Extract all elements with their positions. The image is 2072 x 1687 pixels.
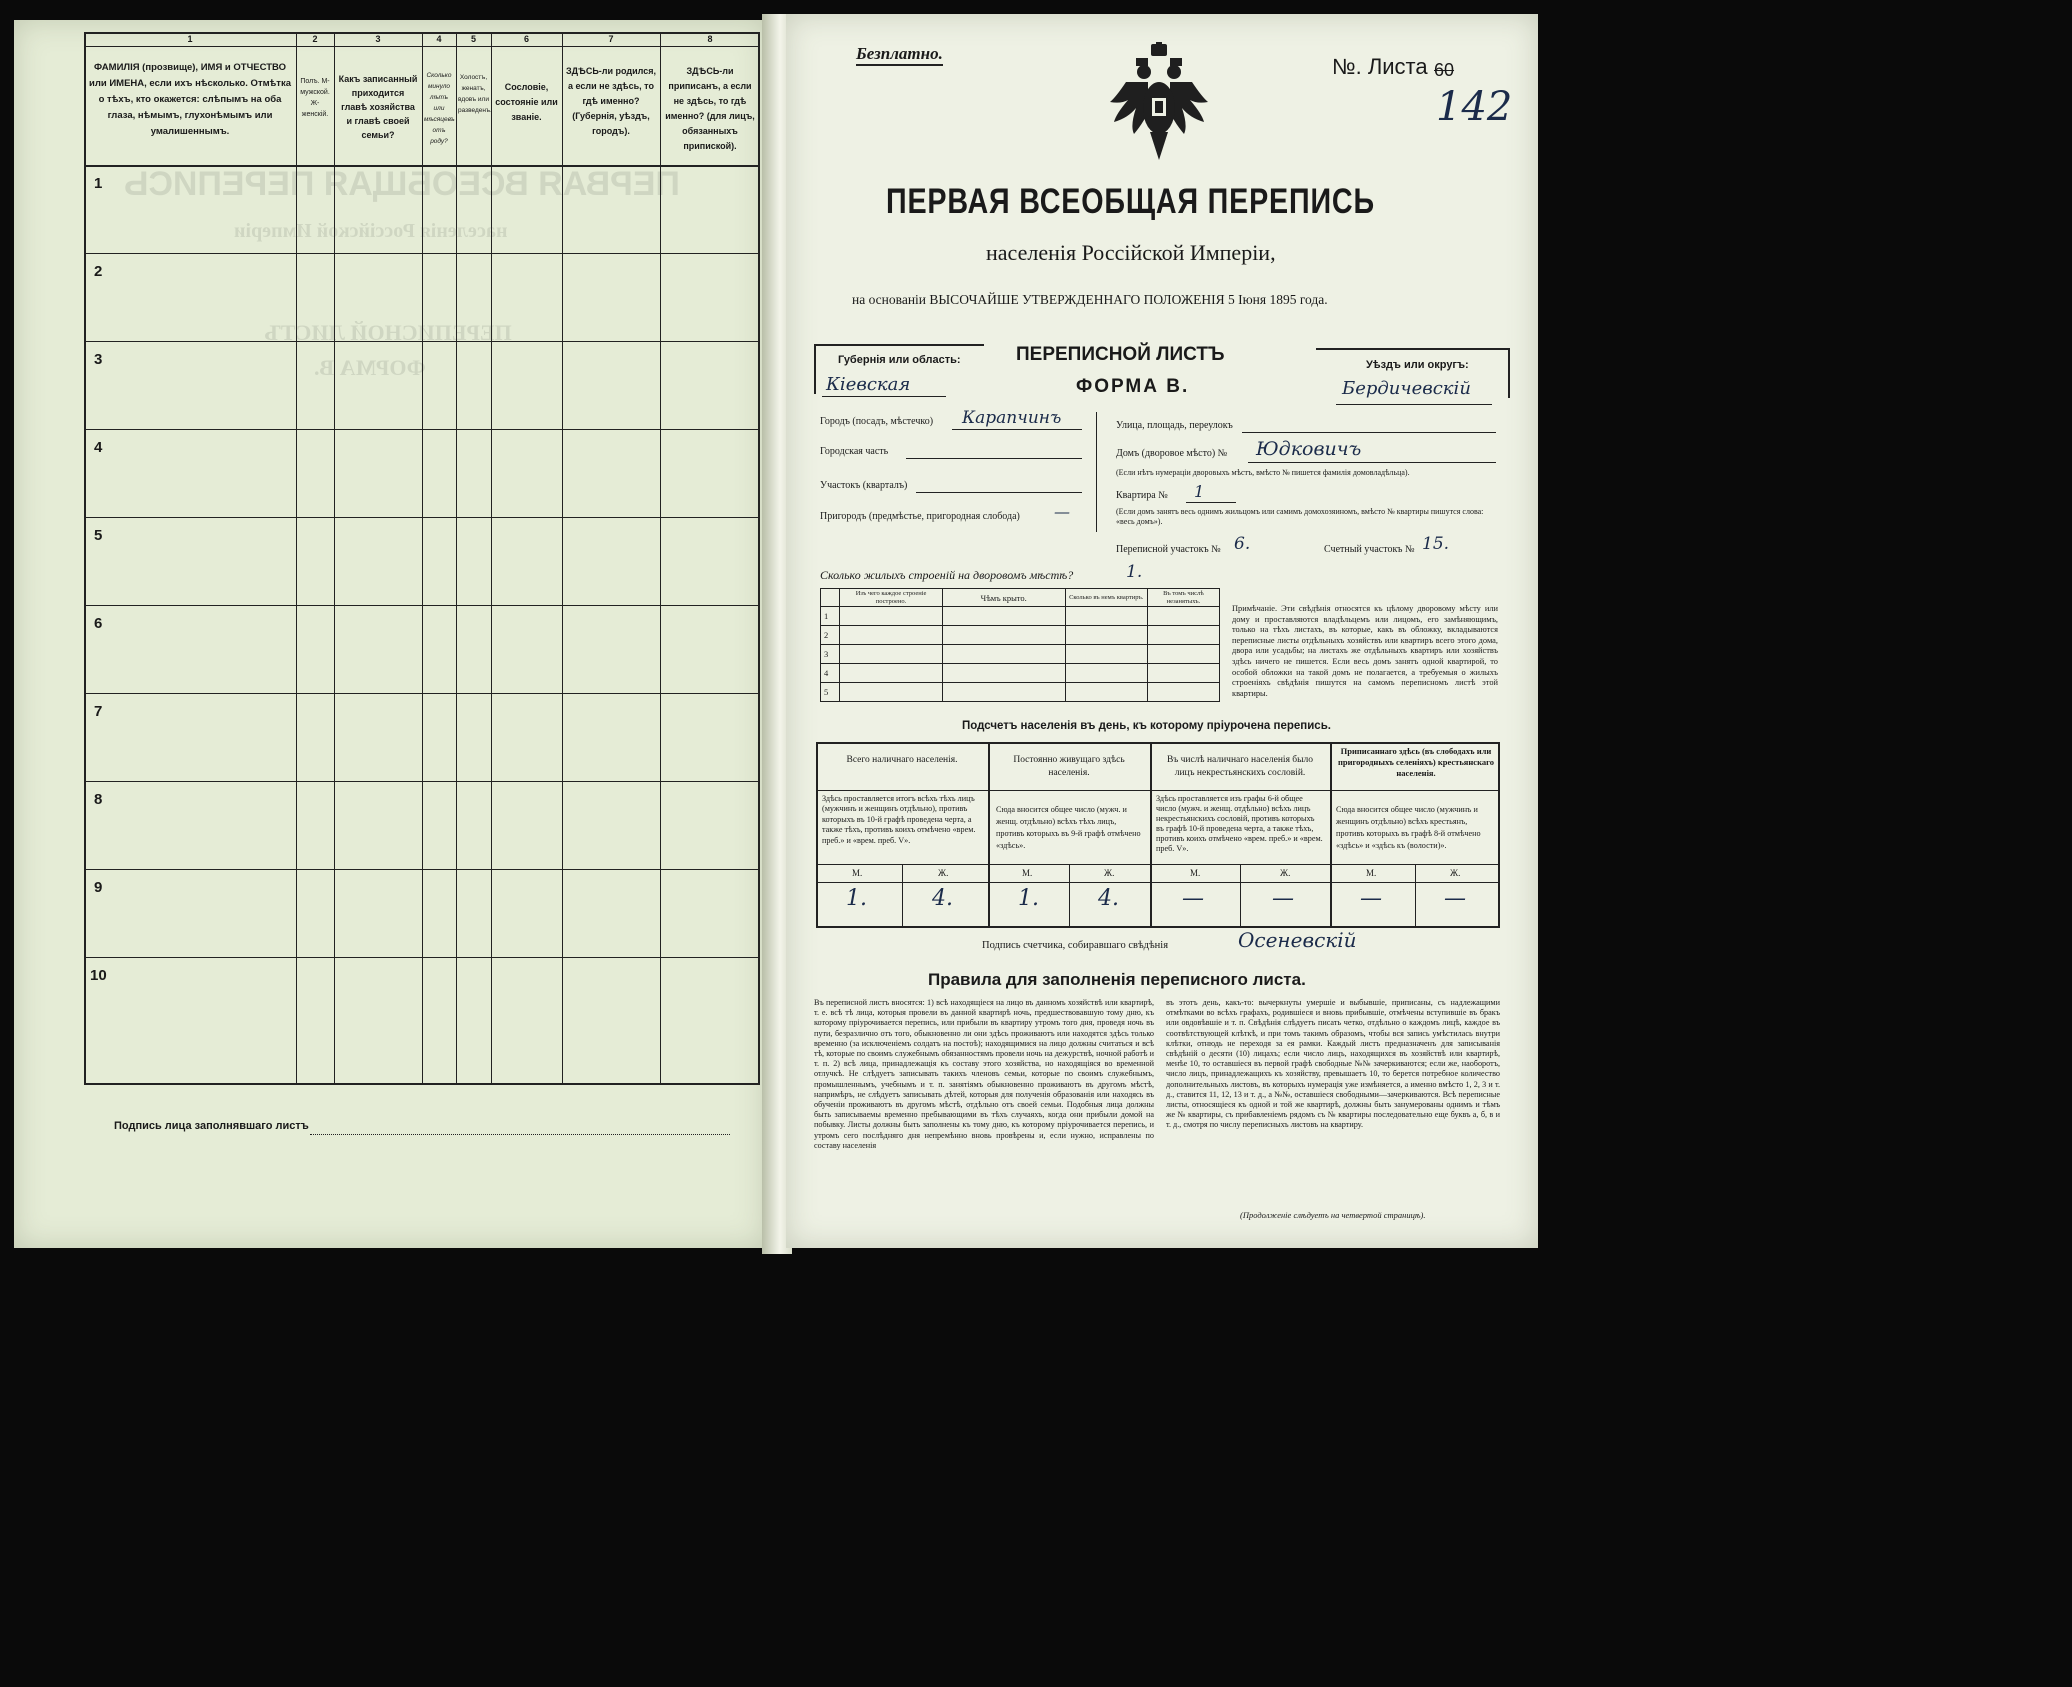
ghost-subtitle: населенія Россійской Имперіи	[234, 220, 508, 242]
col-header-relation: Какъ записанный приходится главѣ хозяйства и главѣ своей семьи?	[338, 74, 418, 140]
buildings-table	[820, 588, 1220, 702]
pop-peasant-m: —	[1360, 886, 1382, 911]
house-note: (Если нѣтъ нумераціи дворовыхъ мѣстъ, вмѣсто № пишется фамилія домовладѣльца).	[1116, 468, 1410, 477]
sheet-form: ФОРМА В.	[1076, 376, 1190, 397]
left-signature-line	[310, 1134, 730, 1135]
sex-label-f: Ж.	[1280, 868, 1291, 878]
row-number-9: 9	[94, 879, 103, 896]
rules-title: Правила для заполненія переписного листа.	[928, 970, 1306, 989]
col-header-marital: Холостъ, женатъ, вдовъ или разведенъ.	[458, 74, 492, 114]
street-label: Улица, площадь, переулокъ	[1116, 420, 1233, 431]
pop-desc-nonpeasant: Здѣсь проставляется изъ графы 6-й общее число (мужч. и женщ. отдѣльно) всѣхъ лицъ некрестьянскихъ сословій, противъ которыхъ въ графѣ 10-й проведена черта, а также тѣхъ, противъ коихъ отмѣчено «врем. преб.» и «врем. преб. V».	[1156, 794, 1323, 853]
sex-label-f: Ж.	[938, 868, 949, 878]
rules-continuation: (Продолженіе слѣдуетъ на четвертой страницѣ).	[1240, 1210, 1426, 1220]
census-area-value: 6.	[1234, 534, 1251, 554]
census-title: ПЕРВАЯ ВСЕОБЩАЯ ПЕРЕПИСЬ	[886, 182, 1375, 221]
row-number-10: 10	[90, 967, 107, 984]
ghost-title: ПЕРВАЯ ВСЕОБЩАЯ ПЕРЕПИСЬ	[124, 165, 680, 203]
pop-nonpeasant-f: —	[1272, 886, 1294, 911]
buildings-col-apartments: Сколько въ немъ квартиръ.	[1065, 589, 1147, 607]
col-number-1: 1	[187, 34, 193, 44]
col-header-birthplace: ЗДѢСЬ-ли родился, а если не здѣсь, то гдѣ именно? (Губернія, уѣздъ, городъ).	[565, 66, 657, 136]
pop-header-permanent: Постоянно живущаго здѣсь населенія.	[1013, 755, 1125, 778]
pop-permanent-m: 1.	[1018, 886, 1039, 911]
col-header-name: ФАМИЛІЯ (прозвище), ИМЯ и ОТЧЕСТВО или ИМЕНА, если ихъ нѣсколько. Отмѣтка о тѣхъ, кто окажется: слѣпымъ на оба глаза, нѣмымъ, глухонѣмымъ или умалишеннымъ.	[89, 62, 291, 137]
right-page	[786, 14, 1538, 1248]
census-area-label: Переписной участокъ №	[1116, 544, 1221, 555]
row-number-4: 4	[94, 439, 103, 456]
district-label: Участокъ (кварталъ)	[820, 480, 908, 491]
counter-signature: Осеневскій	[1238, 928, 1357, 952]
city-label: Городъ (посадъ, мѣстечко)	[820, 416, 934, 427]
col-number-5: 5	[470, 34, 476, 44]
left-signature-label: Подпись лица заполнявшаго листъ	[114, 1120, 309, 1132]
suburb-label: Пригородъ (предмѣстье, пригородная слобода)	[820, 511, 1020, 522]
sex-label-m: М.	[1366, 868, 1377, 878]
left-page	[14, 20, 766, 1248]
row-number-2: 2	[94, 263, 103, 280]
pop-desc-peasant: Сюда вносится общее число (мужчинъ и женщинъ отдѣльно) всѣхъ крестьянъ, противъ которыхъ въ графѣ 8-й отмѣчено «здѣсь» и «здѣсь къ (волости)».	[1336, 805, 1481, 850]
free-label: Безплатно.	[856, 44, 943, 66]
row-number-7: 7	[94, 703, 103, 720]
census-subtitle: населенія Россійской Имперіи,	[986, 240, 1276, 265]
pop-desc-permanent: Сюда вносится общее число (мужч. и женщ. отдѣльно) всѣхъ тѣхъ лицъ, противъ которыхъ въ 9-й графѣ отмѣчено «здѣсь».	[996, 805, 1141, 850]
buildings-question: Сколько жилыхъ строеній на дворовомъ мѣстѣ?	[820, 568, 1074, 582]
sex-label-m: М.	[1022, 868, 1033, 878]
pop-header-nonpeasant: Въ числѣ наличнаго населенія было лицъ некрестьянскихъ сословій.	[1166, 755, 1314, 778]
col-number-7: 7	[608, 34, 614, 44]
pop-desc-present: Здѣсь проставляется итогъ всѣхъ тѣхъ лицъ (мужчинъ и женщинъ отдѣльно), противъ которыхъ въ 10-й графѣ проведена черта, а также тѣхъ, противъ коихъ отмѣчено «врем. преб.» и «врем. преб. V».	[822, 794, 976, 845]
rules-column-right: въ этотъ день, какъ-то: вычеркнуты умершіе и выбывшіе, приписаны, съ надлежащими отмѣтками во всѣхъ графахъ, родившіеся и вновь прибывшіе, отмѣчены вступившіе въ бракъ или овдовѣвшіе и т. п. Свѣдѣнія слѣдуетъ писать четко, отдѣльно о каждомъ лицѣ, каждое въ соотвѣтствующей клѣткѣ, и при томъ такимъ образомъ, чтобы вся запись умѣстилась внутри клѣтки, отнюдь не переходя за ея рамки. Каждый листъ предназначенъ для записыванія свѣдѣній о десяти (10) лицахъ; если число лицъ, находящихся въ хозяйствѣ или квартирѣ, менѣе 10, то оставшіеся въ первой графѣ свободные №№ зачеркиваются; если же, наоборотъ, число лицъ, принадлежащихъ къ хозяйству, превышаетъ 10, то берется потребное количество дополнительныхъ листовъ, въ которыхъ нумерація уже измѣняется, а именно вмѣсто 1, 2, 3 и т. д., ставится 11, 12, 13 и т. д., а №№, оставшіеся свободными—зачеркиваются. Всѣ переписные листы, относящіеся къ одной и той же квартирѣ, должны быть занумерованы однимъ и тѣмъ же № квартиры, съ прибавленіемъ рядомъ съ № квартиры последовательно еще буквъ а, б, в и т. д., смотря по числу переписныхъ листовъ на квартиру.	[1166, 998, 1500, 1130]
col-number-6: 6	[523, 34, 529, 44]
city-part-label: Городская часть	[820, 446, 889, 457]
pop-permanent-f: 4.	[1098, 886, 1119, 911]
buildings-row-number: 3	[821, 645, 840, 664]
gubernia-value: Кіевская	[826, 374, 911, 395]
row-number-3: 3	[94, 351, 103, 368]
row-number-8: 8	[94, 791, 103, 808]
count-area-label: Счетный участокъ №	[1324, 544, 1415, 555]
col-number-2: 2	[312, 34, 318, 44]
ghost-form-title: ПЕРЕПИСНОЙ ЛИСТЪ	[264, 320, 512, 345]
house-label: Домъ (дворовое мѣсто) №	[1116, 448, 1228, 459]
col-number-4: 4	[436, 34, 442, 44]
pop-header-present: Всего наличнаго населенія.	[846, 755, 958, 765]
col-header-registered: ЗДѢСЬ-ли приписанъ, а если не здѣсь, то гдѣ именно? (для лицъ, обязанныхъ припиской).	[665, 66, 755, 151]
suburb-value: —	[1054, 502, 1070, 521]
counter-signature-label: Подпись счетчика, собиравшаго свѣдѣнія	[982, 940, 1169, 951]
buildings-row-number: 4	[821, 664, 840, 683]
sex-label-f: Ж.	[1104, 868, 1115, 878]
city-value: Карапчинъ	[962, 408, 1062, 428]
house-value: Юдковичъ	[1256, 438, 1362, 460]
buildings-row-number: 2	[821, 626, 840, 645]
sheet-number-handwritten: 142	[1436, 84, 1513, 130]
buildings-value: 1.	[1126, 562, 1143, 582]
col-header-age: Сколько минуло лѣтъ или мѣсяцевъ отъ роду?	[424, 72, 455, 145]
rules-column-left: Въ переписной листъ вносятся: 1) всѣ находящіеся на лицо въ данномъ хозяйствѣ или квартирѣ, т. е. всѣ тѣ лица, которыя провели въ данной квартирѣ ночь, предшествовавшую тому дню, къ которому пріурочивается перепись, или прибыли въ квартиру утромъ того дня, проведя ночь въ пути, безразлично отъ того, обыкновенно ли они здѣсь проживаютъ или находятся здѣсь только временно (за исключеніемъ солдатъ на постоѣ); находящимися на лицо должны считаться и всѣ тѣ, которые по своимъ служебнымъ обязанностямъ провели ночь на дежурствѣ, ночной работѣ и т. п. 2) всѣ лица, принадлежащія къ составу этого хозяйства, но находящіяся во временной отлучкѣ. Не слѣдуетъ записывать такихъ членовъ семьи, которые по своимъ служебнымъ, промышленнымъ, учебнымъ и т. п. занятіямъ обыкновенно проживаютъ въ другомъ мѣстѣ, напримѣръ, не слѣдуетъ записывать дѣтей, которыя для полученія образованія или находясь въ обученіи проживаютъ въ другомъ мѣстѣ, отдѣльно отъ своей семьи. Подобныя лица должны быть записываемы временно пребывающими въ тѣхъ случаяхъ, когда они прибыли домой на побывку. Листы должны быть заполнены къ тому дню, къ которому пріурочивается перепись, и утромъ сего послѣдняго дня непремѣнно вновь провѣрены и, если нужно, исправлены по составу населенія	[814, 998, 1154, 1150]
uezd-label: Уѣздъ или округъ:	[1366, 359, 1469, 371]
col-header-estate: Сословіе, состояніе или званіе.	[495, 82, 558, 122]
uezd-value: Бердичевскій	[1342, 378, 1471, 399]
sex-label-m: М.	[1190, 868, 1201, 878]
buildings-row-number: 1	[821, 607, 840, 626]
pop-header-peasant: Приписаннаго здѣсь (въ слободахъ или пригородныхъ селеніяхъ) крестьянскаго населенія.	[1337, 746, 1494, 778]
buildings-note: Примѣчаніе. Эти свѣдѣнія относятся къ цѣлому дворовому мѣсту или дому и проставляются владѣльцемъ или лицомъ, его замѣняющимъ, только на тѣхъ листахъ, въ которые, какъ въ обложку, вкладываются переписные листы отдѣльныхъ хозяйствъ или квартиръ всего этого дома, двора или усадьбы; на листахъ же отдѣльныхъ квартиръ или хозяйствъ здѣсь ничего не пишется. Если весь домъ занятъ одной квартирой, то особой обложки на такой домъ не полагается, а требуемыя о жилыхъ строеніяхъ свѣдѣнія пишутся на самомъ переписномъ листѣ этой квартиры.	[1232, 604, 1498, 698]
row-number-6: 6	[94, 615, 103, 632]
pop-peasant-f: —	[1444, 886, 1466, 911]
apartment-value: 1	[1194, 482, 1205, 501]
row-number-5: 5	[94, 527, 103, 544]
row-number-1: 1	[94, 175, 103, 192]
sex-label-f: Ж.	[1450, 868, 1461, 878]
census-basis: на основаніи ВЫСОЧАЙШЕ УТВЕРЖДЕННАГО ПОЛОЖЕНІЯ 5 Іюня 1895 года.	[852, 292, 1328, 307]
buildings-col-vacant: Въ томъ числѣ незанятыхъ.	[1147, 589, 1219, 607]
sheet-number-struck: 60	[1434, 60, 1455, 80]
buildings-col-roof: Чѣмъ крыто.	[942, 589, 1065, 607]
count-area-value: 15.	[1422, 534, 1450, 554]
eagle-emblem-icon	[1106, 42, 1212, 172]
pop-present-f: 4.	[932, 886, 953, 911]
apartment-note: (Если домъ занятъ весь однимъ жильцомъ или самимъ домохозяиномъ, вмѣсто № квартиры пишутся слова: «весь домъ»).	[1116, 507, 1484, 526]
col-header-sex: Полъ. М-мужской. Ж-женскій.	[300, 78, 330, 118]
pop-nonpeasant-m: —	[1182, 886, 1204, 911]
sex-label-m: М.	[852, 868, 863, 878]
gubernia-label: Губернія или область:	[838, 354, 961, 366]
pop-present-m: 1.	[846, 886, 867, 911]
sheet-number-label: №. Листа	[1332, 54, 1428, 79]
buildings-row-number: 5	[821, 683, 840, 702]
col-number-8: 8	[707, 34, 713, 44]
population-title: Подсчетъ населенія въ день, къ которому пріурочена перепись.	[962, 720, 1331, 732]
buildings-col-material: Изъ чего каждое строеніе построено.	[840, 589, 943, 607]
ghost-form-sub: ФОРМА В.	[314, 355, 426, 380]
apartment-label: Квартира №	[1116, 490, 1168, 501]
col-number-3: 3	[375, 34, 381, 44]
sheet-title: ПЕРЕПИСНОЙ ЛИСТЪ	[1016, 344, 1225, 365]
